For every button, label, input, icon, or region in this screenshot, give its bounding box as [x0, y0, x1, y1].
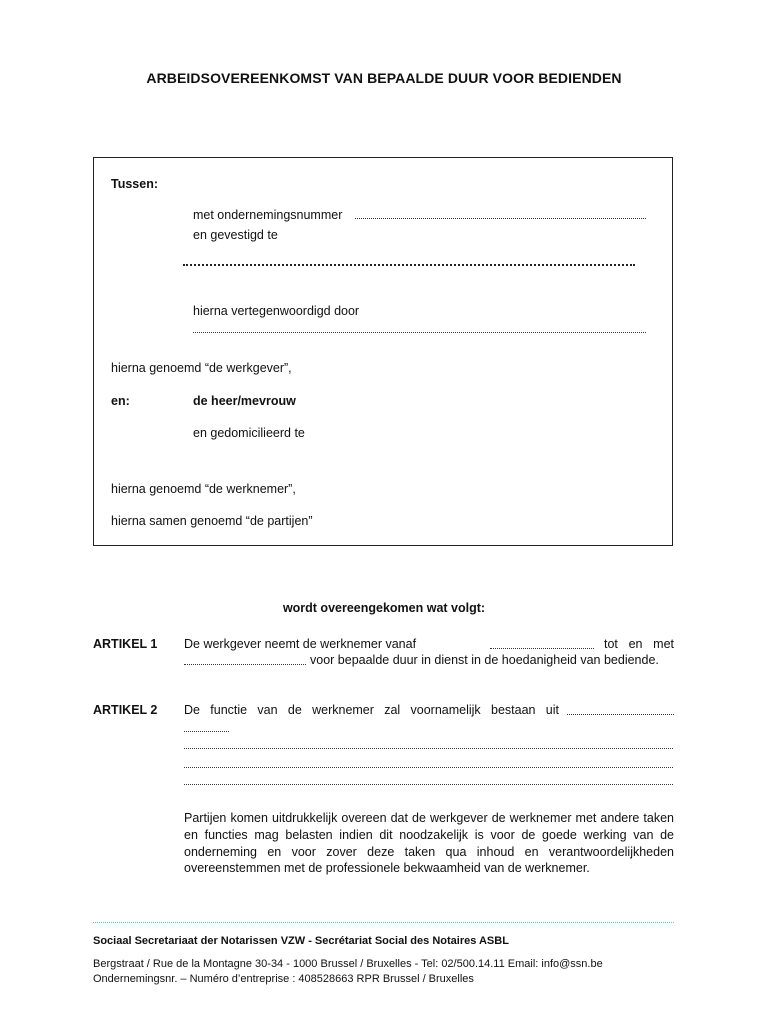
start-date-blank[interactable]: [490, 648, 594, 649]
company-number-label: met ondernemingsnummer: [193, 208, 343, 222]
footer-address: Bergstraat / Rue de la Montagne 30-34 - 1000 Brussel / Bruxelles - Tel: 02/500.14.11 Email: info@ssn.be: [93, 958, 603, 970]
article-1-text-end: voor bepaalde duur in dienst in de hoedanigheid van bediende.: [310, 653, 659, 667]
and-label: en:: [111, 394, 130, 408]
function-blank-2[interactable]: [184, 731, 229, 732]
represented-label: hierna vertegenwoordigd door: [193, 304, 360, 318]
article-1-text-until: tot en met: [604, 637, 674, 651]
established-label: en gevestigd te: [193, 228, 278, 242]
function-blank-1[interactable]: [567, 714, 674, 715]
parties-named: hierna samen genoemd “de partijen”: [111, 514, 313, 528]
footer-divider: [93, 922, 674, 923]
article-1-text-start: De werkgever neemt de werknemer vanaf: [184, 637, 417, 651]
end-date-blank[interactable]: [184, 664, 306, 665]
company-number-blank[interactable]: [355, 218, 646, 219]
article-2-paragraph: Partijen komen uitdrukkelijk overeen dat de werkgever de werknemer met andere taken en functies mag belasten indien dit noodzakelijk is voor de goede werking van de onderneming en voor zover deze taken qua inhoud en verantwoordelijkheden overeenstemmen met de professionele bekwaamheid van de werknemer.: [184, 811, 674, 876]
function-blank-4[interactable]: [184, 767, 673, 768]
function-blank-3[interactable]: [184, 748, 673, 749]
employer-named: hierna genoemd “de werkgever”,: [111, 361, 292, 375]
domiciled-label: en gedomicilieerd te: [193, 426, 305, 440]
established-address-blank[interactable]: [183, 264, 635, 266]
article-2-text: De functie van de werknemer zal voornamelijk bestaan uit: [184, 703, 559, 717]
function-blank-5[interactable]: [184, 784, 673, 785]
footer-registration: Ondernemingsnr. – Numéro d’entreprise : 408528663 RPR Brussel / Bruxelles: [93, 973, 474, 985]
article-1-label: ARTIKEL 1: [93, 637, 158, 651]
employee-named: hierna genoemd “de werknemer”,: [111, 482, 296, 496]
article-2-label: ARTIKEL 2: [93, 703, 158, 717]
agreement-heading: wordt overeengekomen wat volgt:: [282, 601, 486, 615]
footer-organization: Sociaal Secretariaat der Notarissen VZW - Secrétariat Social des Notaires ASBL: [93, 935, 509, 947]
employee-title: de heer/mevrouw: [193, 394, 296, 408]
representative-blank[interactable]: [193, 332, 646, 333]
between-label: Tussen:: [111, 177, 158, 191]
document-title: ARBEIDSOVEREENKOMST VAN BEPAALDE DUUR VOOR BEDIENDEN: [146, 70, 622, 86]
